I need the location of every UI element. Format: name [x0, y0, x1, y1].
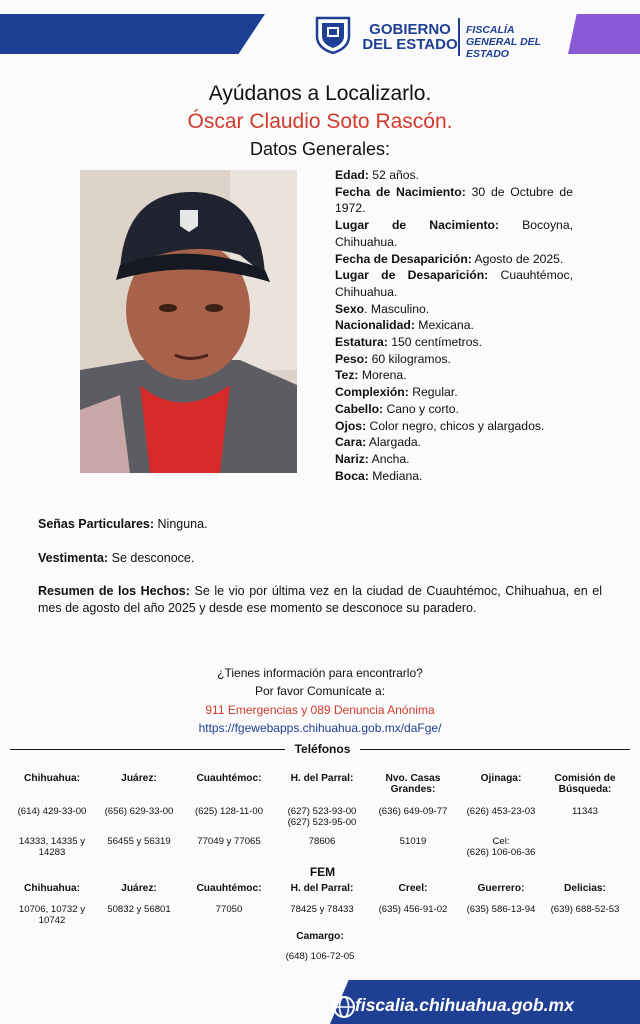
header-blue-band — [0, 14, 265, 54]
detail-line — [335, 267, 573, 300]
detail-line — [335, 451, 573, 468]
detail-value: Color negro, chicos y alargados. — [366, 418, 545, 433]
detail-line — [335, 367, 573, 384]
tel-header: Nvo. Casas Grandes: — [385, 773, 441, 795]
detail-line — [335, 401, 573, 418]
detail-label: Fecha de Nacimiento: — [335, 184, 466, 199]
tel-cell: (627) 523-93-00 (627) 523-95-00 — [287, 806, 357, 828]
detail-line — [335, 334, 573, 351]
fem-cell: 77050 — [215, 904, 243, 915]
detail-line — [335, 384, 573, 401]
tel-cell: 14333, 14335 y 14283 — [18, 836, 86, 858]
telefonos-title: Teléfonos — [294, 742, 351, 756]
detail-value: Alargada. — [366, 435, 422, 450]
gobierno-logo-text: GOBIERNO DEL ESTADO — [362, 21, 458, 53]
tel-header: Juárez: — [121, 773, 157, 784]
fem-header: Juárez: — [121, 883, 157, 894]
tel-cell: 11343 — [572, 806, 598, 817]
tel-cell: (626) 453-23-03 — [466, 806, 536, 817]
detail-line — [335, 468, 573, 485]
section-title: Datos Generales: — [249, 139, 391, 159]
tel-cell: (614) 429-33-00 — [17, 806, 87, 817]
detail-label: Complexión: — [335, 385, 409, 400]
tel-cell: 77049 y 77065 — [197, 836, 261, 847]
detail-value: Regular. — [408, 385, 458, 400]
detail-label: Ojos: — [335, 418, 367, 433]
vestimenta: Vestimenta: Se desconoce. — [38, 551, 195, 565]
camargo-header: Camargo: — [296, 931, 344, 942]
missing-person-photo — [80, 170, 297, 473]
detail-value: Cano y corto. — [383, 401, 459, 416]
detail-line — [335, 351, 573, 368]
detail-label: Fecha de Desaparición: — [335, 251, 472, 266]
resumen-hechos: Resumen de los Hechos: Se le vio por última vez en la ciudad de Cuauhtémoc, Chihuahua, en el mes de agosto del año 2025 y desde ese momento se desconoce su paradero. — [38, 584, 602, 615]
tel-header: Ojinaga: — [480, 773, 522, 784]
detail-label: Nacionalidad: — [335, 318, 415, 333]
detail-label: Peso: — [335, 351, 369, 366]
detail-value: Morena. — [358, 368, 407, 383]
detail-label: Nariz: — [335, 451, 369, 466]
detail-line — [335, 434, 573, 451]
page-title: Ayúdanos a Localizarlo. — [208, 82, 432, 105]
detail-value: Cuauhtémoc, Chihuahua. — [335, 268, 573, 299]
divider-right — [360, 749, 630, 750]
tel-cell: (625) 128-11-00 — [194, 806, 264, 817]
header-purple-band — [568, 14, 640, 54]
tel-header: Comisión de Búsqueda: — [554, 773, 616, 795]
person-name: Óscar Claudio Soto Rascón. — [187, 110, 453, 133]
tel-header: H. del Parral: — [290, 773, 354, 784]
detail-line — [335, 301, 573, 318]
detail-label: Tez: — [335, 368, 359, 383]
fem-cell: (639) 688-52-53 — [550, 904, 620, 915]
fem-header: Guerrero: — [477, 883, 525, 894]
detail-line — [335, 251, 573, 268]
contact-url-link[interactable]: https://fgewebapps.chihuahua.gob.mx/daFge/ — [198, 721, 442, 735]
divider-left — [10, 749, 285, 750]
detail-value: 52 años. — [368, 168, 420, 182]
tel-cell: (636) 649-09-77 — [378, 806, 448, 817]
fem-cell: 78425 y 78433 — [290, 904, 354, 915]
detail-label: Boca: — [335, 468, 369, 483]
detail-line — [335, 317, 573, 334]
detail-value: Bocoyna, Chihuahua. — [335, 218, 573, 249]
fem-header: H. del Parral: — [290, 883, 354, 894]
state-shield-icon — [315, 14, 351, 54]
detail-label: Lugar de Nacimiento: — [335, 218, 500, 233]
detail-line — [335, 167, 573, 184]
detail-label: Edad: — [335, 168, 369, 182]
detail-line — [335, 184, 573, 217]
fem-header: Delicias: — [564, 883, 606, 894]
fem-header: Cuauhtémoc: — [196, 883, 262, 894]
fem-header: Chihuahua: — [23, 883, 81, 894]
globe-icon — [332, 995, 356, 1019]
detail-label: Lugar de Desaparición: — [335, 268, 489, 283]
tel-cell: 51019 — [399, 836, 427, 847]
tel-cell: 78606 — [308, 836, 336, 847]
fem-cell: 10706, 10732 y 10742 — [18, 904, 86, 926]
detail-value: Agosto de 2025. — [471, 251, 564, 266]
tel-cell: (656) 629-33-00 — [104, 806, 174, 817]
header-divider — [458, 18, 460, 56]
fem-header: Creel: — [398, 883, 428, 894]
detail-value: 60 kilogramos. — [368, 351, 451, 366]
fem-cell: (635) 456-91-02 — [378, 904, 448, 915]
fem-cell: (635) 586-13-94 — [466, 904, 536, 915]
detail-value: 30 de Octubre de 1972. — [335, 184, 573, 216]
camargo-number: (648) 106-72-05 — [285, 951, 355, 962]
detail-value: 150 centímetros. — [387, 335, 482, 350]
general-details — [335, 167, 573, 484]
contact-please: Por favor Comunícate a: — [254, 684, 386, 698]
tel-cell: 56455 y 56319 — [107, 836, 171, 847]
senas-particulares: Señas Particulares: Ninguna. — [38, 517, 208, 531]
detail-value: Mexicana. — [414, 318, 474, 333]
footer-website-link[interactable]: fiscalia.chihuahua.gob.mx — [355, 995, 574, 1015]
detail-value: . Masculino. — [364, 301, 430, 316]
detail-value: Ancha. — [368, 451, 410, 466]
detail-label: Sexo — [335, 301, 365, 316]
contact-question: ¿Tienes información para encontrarlo? — [217, 666, 423, 680]
fem-cell: 50832 y 56801 — [107, 904, 171, 915]
fiscalia-logo-text: FISCALÍA GENERAL DEL ESTADO — [466, 24, 541, 60]
detail-value: Mediana. — [368, 468, 423, 483]
detail-label: Estatura: — [335, 335, 388, 350]
detail-line — [335, 217, 573, 250]
detail-label: Cabello: — [335, 401, 384, 416]
tel-header: Chihuahua: — [23, 773, 81, 784]
emergency-numbers: 911 Emergencias y 089 Denuncia Anónima — [205, 703, 435, 717]
detail-line — [335, 418, 573, 435]
tel-cell: Cel: (626) 106-06-36 — [466, 836, 536, 858]
tel-header: Cuauhtémoc: — [196, 773, 262, 784]
fem-title: FEM — [309, 865, 336, 879]
detail-label: Cara: — [335, 435, 367, 450]
